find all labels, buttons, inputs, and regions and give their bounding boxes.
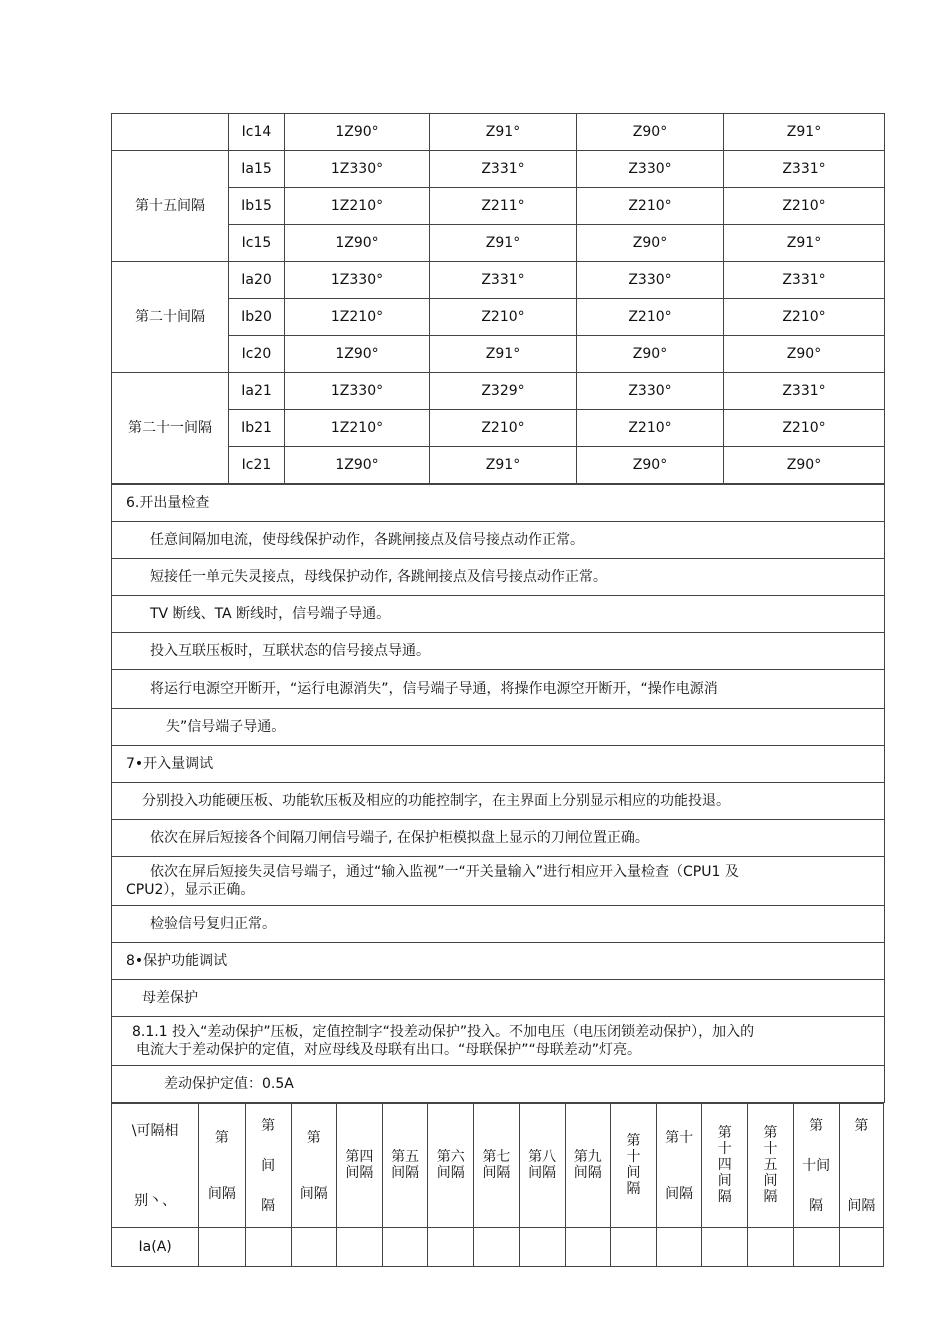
section-7-line-3a: 依次在屏后短接失灵信号端子，通过“输入监视”一“开关量输入”进行相应开入量检查（CPU1 及 <box>150 864 739 880</box>
phase-row <box>112 262 885 299</box>
header-interval-21-top: 第 <box>854 1117 869 1134</box>
section-8-paragraph-1b: 电流大于差动保护的定值，对应母线及母联有出口。“母联保护”“母联差动”灯亮。 <box>136 1042 642 1058</box>
cell-ia-21[interactable] <box>839 1228 883 1267</box>
group-label: 第十五间隔 <box>112 151 229 262</box>
group-label: 第二十间隔 <box>112 262 229 373</box>
phase-angle-value: Z210° <box>577 188 724 225</box>
cell-ia-15[interactable] <box>748 1228 793 1267</box>
header-interval-9 <box>565 1104 610 1228</box>
header-interval-20-mid: 十间 <box>802 1157 831 1174</box>
header-interval-10 <box>610 1104 656 1228</box>
phase-angle-value: Z91° <box>430 336 577 373</box>
header-interval-3-bottom: 间隔 <box>299 1185 328 1202</box>
section-6-line-5: 将运行电源空开断开，“运行电源消失”，信号端子导通，将操作电源空开断开，“操作电源消 <box>112 670 885 709</box>
header-interval-1-top: 第 <box>214 1129 229 1146</box>
section-7-line-3 <box>112 857 885 906</box>
cell-ia-8[interactable] <box>519 1228 565 1267</box>
header-interval-20-top: 第 <box>809 1117 824 1134</box>
phase-current-name: Ic21 <box>229 447 285 484</box>
phase-angle-value: Z330° <box>577 151 724 188</box>
phase-angle-value: Z329° <box>430 373 577 410</box>
header-interval-7 <box>474 1104 519 1228</box>
phase-angle-value: Z90° <box>577 447 724 484</box>
header-interval-20 <box>793 1104 839 1228</box>
phase-row <box>112 151 885 188</box>
phase-angle-value: Z90° <box>577 114 724 151</box>
cell-ia-6[interactable] <box>428 1228 474 1267</box>
header-interval-9-label: 第九间隔 <box>573 1148 602 1181</box>
phase-angle-value: Z91° <box>430 225 577 262</box>
phase-angle-value: 1Z210° <box>285 299 430 336</box>
section-8-paragraph-1a: 8.1.1 投入“差动保护”压板，定值控制字“投差动保护”投入。不加电压（电压闭锁差动保护），加入的 <box>132 1024 755 1040</box>
group-label <box>112 114 229 151</box>
phase-angle-value: 1Z90° <box>285 336 430 373</box>
cell-ia-11[interactable] <box>657 1228 702 1267</box>
phase-current-name: Ia15 <box>229 151 285 188</box>
phase-angle-value: 1Z330° <box>285 151 430 188</box>
phase-angle-value: Z210° <box>724 299 885 336</box>
header-interval-5-label: 第五间隔 <box>391 1148 420 1181</box>
section-6-line-6: 失”信号端子导通。 <box>112 709 885 746</box>
section-7-line-4: 检验信号复归正常。 <box>112 906 885 943</box>
phase-angle-value: Z210° <box>577 299 724 336</box>
cell-ia-20[interactable] <box>793 1228 839 1267</box>
header-interval-15-label: 第十五间隔 <box>763 1124 778 1205</box>
header-interval-14-label: 第十四间隔 <box>717 1124 732 1205</box>
cell-ia-4[interactable] <box>336 1228 382 1267</box>
phase-angle-value: 1Z210° <box>285 410 430 447</box>
header-interval-4 <box>336 1104 382 1228</box>
corner-header-bottom: 别丶、 <box>134 1192 177 1209</box>
phase-angle-value: 1Z330° <box>285 262 430 299</box>
document-page <box>111 113 884 1267</box>
header-interval-11-top: 第十 <box>665 1129 694 1146</box>
section-6-line-1: 任意间隔加电流，使母线保护动作，各跳闸接点及信号接点动作正常。 <box>112 522 885 559</box>
cell-ia-5[interactable] <box>383 1228 428 1267</box>
header-interval-10-label: 第十间隔 <box>626 1132 641 1197</box>
phase-angle-value: Z90° <box>577 336 724 373</box>
phase-row <box>112 114 885 151</box>
phase-angle-value: 1Z90° <box>285 114 430 151</box>
header-interval-11 <box>657 1104 702 1228</box>
phase-angle-value: Z91° <box>430 447 577 484</box>
corner-header <box>112 1104 199 1228</box>
section-7-line-2: 依次在屏后短接各个间隔刀闸信号端子, 在保护柜模拟盘上显示的刀闸位置正确。 <box>112 820 885 857</box>
section-6-line-4: 投入互联压板时，互联状态的信号接点导通。 <box>112 633 885 670</box>
phase-angle-value: Z331° <box>430 151 577 188</box>
header-interval-11-bottom: 间隔 <box>665 1185 694 1202</box>
cell-ia-9[interactable] <box>565 1228 610 1267</box>
header-interval-21-bottom: 间隔 <box>847 1197 876 1214</box>
section-8-paragraph-1 <box>112 1017 885 1066</box>
phase-angle-value: Z330° <box>577 373 724 410</box>
phase-angle-value: 1Z330° <box>285 373 430 410</box>
section-7-line-1: 分别投入功能硬压板、功能软压板及相应的功能控制字，在主界面上分别显示相应的功能投退。 <box>112 783 885 820</box>
phase-angle-value: 1Z90° <box>285 447 430 484</box>
phase-angle-table <box>111 113 885 484</box>
header-interval-2-bottom: 隔 <box>261 1197 276 1214</box>
header-interval-15 <box>748 1104 793 1228</box>
phase-current-name: Ia21 <box>229 373 285 410</box>
cell-ia-2[interactable] <box>245 1228 291 1267</box>
phase-angle-value: 1Z90° <box>285 225 430 262</box>
phase-angle-value: Z211° <box>430 188 577 225</box>
phase-current-name: Ia20 <box>229 262 285 299</box>
header-interval-7-label: 第七间隔 <box>482 1148 511 1181</box>
header-interval-6-label: 第六间隔 <box>436 1148 465 1181</box>
phase-angle-value: Z331° <box>724 151 885 188</box>
differential-setting: 差动保护定值：0.5A <box>112 1066 885 1103</box>
header-interval-1-bottom: 间隔 <box>207 1185 236 1202</box>
cell-ia-14[interactable] <box>702 1228 748 1267</box>
phase-angle-value: Z91° <box>724 114 885 151</box>
section-8-subtitle: 母差保护 <box>112 980 885 1017</box>
cell-ia-1[interactable] <box>199 1228 245 1267</box>
phase-current-name: Ib20 <box>229 299 285 336</box>
cell-ia-10[interactable] <box>610 1228 656 1267</box>
header-interval-2-mid: 间 <box>261 1157 276 1174</box>
phase-current-name: Ib15 <box>229 188 285 225</box>
phase-current-name: Ic15 <box>229 225 285 262</box>
phase-angle-value: Z210° <box>577 410 724 447</box>
phase-current-name: Ic20 <box>229 336 285 373</box>
phase-angle-value: Z210° <box>724 188 885 225</box>
phase-angle-value: Z91° <box>724 225 885 262</box>
test-items-table <box>111 484 885 1103</box>
row-label-ia: Ia(A) <box>112 1228 199 1267</box>
section-7-line-3b: CPU2），显示正确。 <box>126 882 255 898</box>
header-interval-2-top: 第 <box>261 1117 276 1134</box>
header-interval-2 <box>245 1104 291 1228</box>
section-6-title: 6.开出量检查 <box>112 485 885 522</box>
section-6-line-3: TV 断线、TA 断线时，信号端子导通。 <box>112 596 885 633</box>
phase-angle-value: Z331° <box>430 262 577 299</box>
phase-angle-value: Z331° <box>724 373 885 410</box>
header-interval-8-label: 第八间隔 <box>528 1148 557 1181</box>
phase-angle-value: Z210° <box>430 410 577 447</box>
phase-angle-value: Z90° <box>724 336 885 373</box>
section-7-title: 7•开入量调试 <box>112 746 885 783</box>
group-label: 第二十一间隔 <box>112 373 229 484</box>
phase-row <box>112 373 885 410</box>
header-interval-1 <box>199 1104 245 1228</box>
phase-angle-value: Z331° <box>724 262 885 299</box>
phase-angle-value: Z210° <box>724 410 885 447</box>
phase-angle-value: Z210° <box>430 299 577 336</box>
header-interval-21 <box>839 1104 883 1228</box>
header-interval-5 <box>383 1104 428 1228</box>
phase-angle-value: 1Z210° <box>285 188 430 225</box>
section-8-title: 8•保护功能调试 <box>112 943 885 980</box>
header-interval-4-label: 第四间隔 <box>345 1148 374 1181</box>
phase-current-name: Ib21 <box>229 410 285 447</box>
header-interval-3-top: 第 <box>306 1129 321 1146</box>
corner-header-top: \可隔相 <box>131 1122 179 1139</box>
phase-angle-value: Z91° <box>430 114 577 151</box>
phase-angle-value: Z90° <box>724 447 885 484</box>
header-interval-20-bottom: 隔 <box>809 1197 824 1214</box>
header-interval-6 <box>428 1104 474 1228</box>
cell-ia-3[interactable] <box>291 1228 336 1267</box>
phase-angle-value: Z90° <box>577 225 724 262</box>
section-6-line-2: 短接任一单元失灵接点，母线保护动作, 各跳闸接点及信号接点动作正常。 <box>112 559 885 596</box>
phase-angle-value: Z330° <box>577 262 724 299</box>
header-interval-3 <box>291 1104 336 1228</box>
header-interval-14 <box>702 1104 748 1228</box>
interval-current-table <box>111 1103 884 1267</box>
header-interval-8 <box>519 1104 565 1228</box>
phase-current-name: Ic14 <box>229 114 285 151</box>
cell-ia-7[interactable] <box>474 1228 519 1267</box>
